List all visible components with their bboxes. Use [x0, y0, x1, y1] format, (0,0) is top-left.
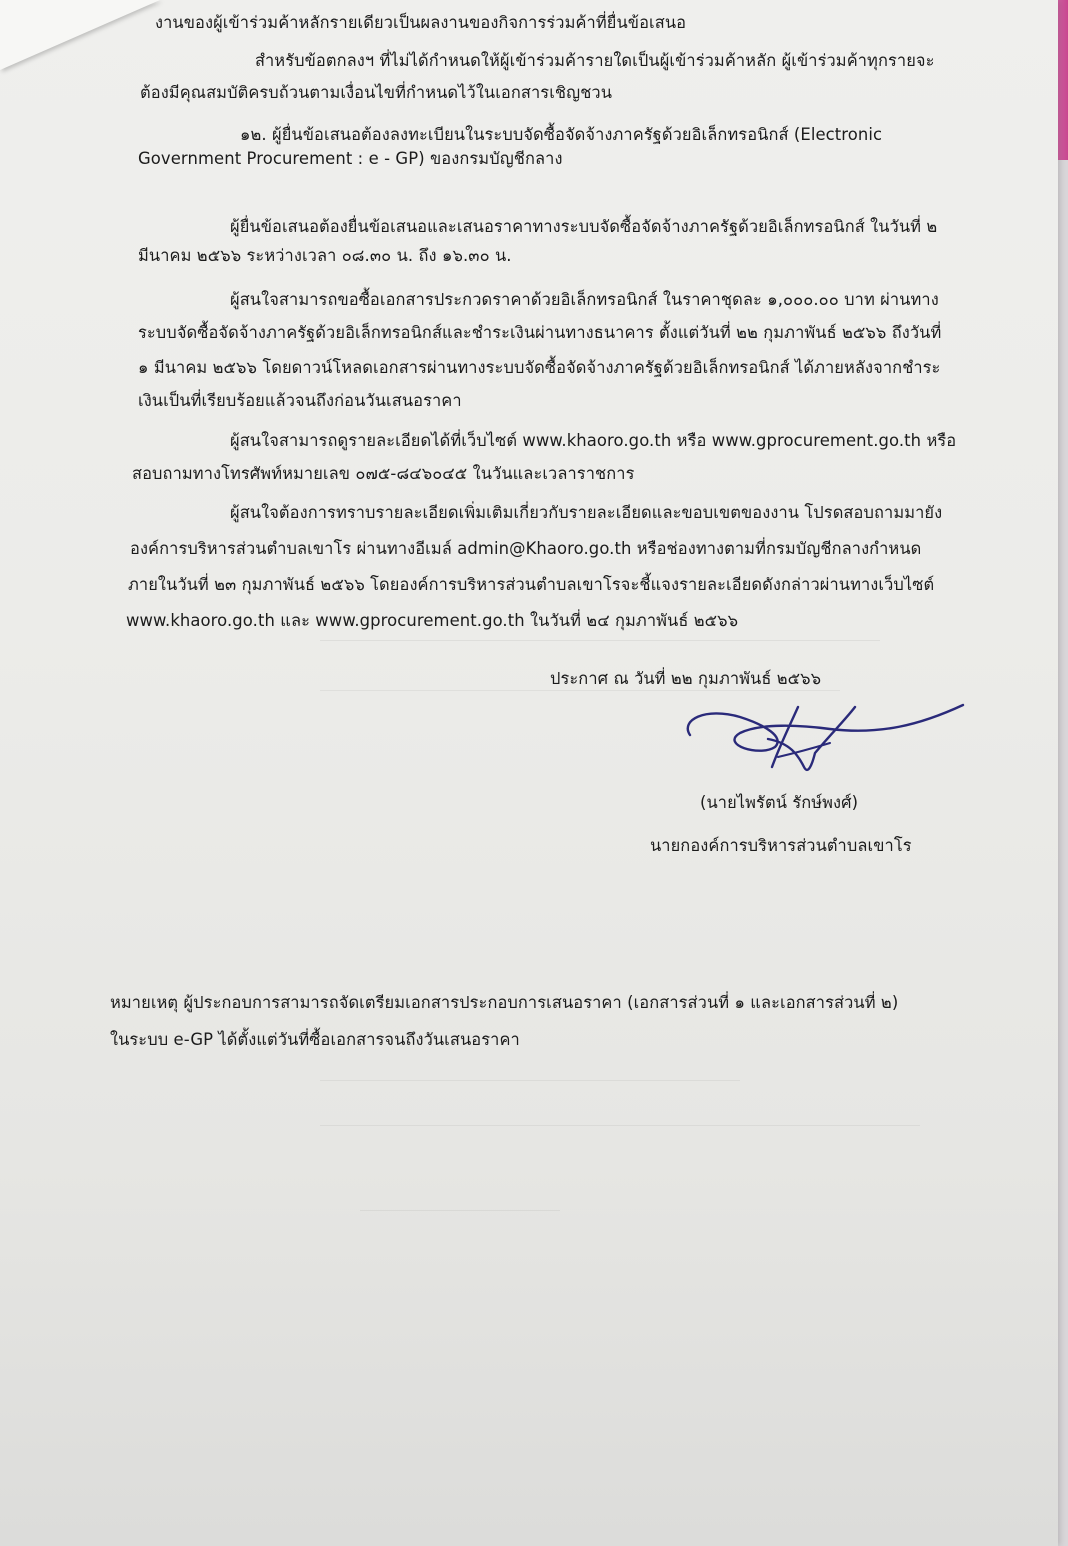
signature — [680, 695, 970, 785]
paragraph-line: สำหรับข้อตกลงฯ ที่ไม่ได้กำหนดให้ผู้เข้าร่วมค้ารายใดเป็นผู้เข้าร่วมค้าหลัก ผู้เข้าร่วมค้าทุกรายจะ — [255, 51, 935, 70]
paragraph-line: Government Procurement : e - GP) ของกรมบัญชีกลาง — [138, 149, 563, 168]
submission-time-line: มีนาคม ๒๕๖๖ ระหว่างเวลา ๐๘.๓๐ น. ถึง ๑๖.๓๐ น. — [138, 246, 512, 265]
paragraph-line: ๑ มีนาคม ๒๕๖๖ โดยดาวน์โหลดเอกสารผ่านทางระบบจัดซื้อจัดจ้างภาครัฐด้วยอิเล็กทรอนิกส์ ได้ภายหลังจากชำระ — [138, 358, 941, 377]
announcement-date: ประกาศ ณ วันที่ ๒๒ กุมภาพันธ์ ๒๕๖๖ — [550, 669, 822, 688]
signatory-name: (นายไพรัตน์ รักษ์พงศ์) — [700, 793, 859, 812]
show-through-mark — [320, 1125, 920, 1126]
paragraph-line: งานของผู้เข้าร่วมค้าหลักรายเดียวเป็นผลงานของกิจการร่วมค้าที่ยื่นข้อเสนอ — [155, 13, 687, 32]
signatory-title: นายกองค์การบริหารส่วนตำบลเขาโร — [650, 836, 912, 855]
show-through-mark — [320, 1080, 740, 1081]
folded-corner — [0, 0, 160, 70]
paragraph-line: ระบบจัดซื้อจัดจ้างภาครัฐด้วยอิเล็กทรอนิกส์และชำระเงินผ่านทางธนาคาร ตั้งแต่วันที่ ๒๒ กุมภาพันธ์ ๒๕๖๖ ถึงวันที่ — [138, 323, 942, 342]
paragraph-line: เงินเป็นที่เรียบร้อยแล้วจนถึงก่อนวันเสนอราคา — [138, 391, 462, 410]
phone-info-line: สอบถามทางโทรศัพท์หมายเลข ๐๗๕-๘๔๖๐๔๕ ในวันและเวลาราชการ — [132, 464, 635, 483]
show-through-mark — [320, 640, 880, 641]
clause-12-line: ๑๒. ผู้ยื่นข้อเสนอต้องลงทะเบียนในระบบจัดซื้อจัดจ้างภาครัฐด้วยอิเล็กทรอนิกส์ (Electronic — [240, 125, 883, 144]
remark-line-2: ในระบบ e-GP ได้ตั้งแต่วันที่ซื้อเอกสารจนถึงวันเสนอราคา — [110, 1030, 520, 1049]
paragraph-line: ต้องมีคุณสมบัติครบถ้วนตามเงื่อนไขที่กำหนดไว้ในเอกสารเชิญชวน — [140, 83, 613, 102]
purchase-document-line: ผู้สนใจสามารถขอซื้อเอกสารประกวดราคาด้วยอิเล็กทรอนิกส์ ในราคาชุดละ ๑,๐๐๐.๐๐ บาท ผ่านทาง — [230, 290, 939, 309]
submission-date-line: ผู้ยื่นข้อเสนอต้องยื่นข้อเสนอและเสนอราคาทางระบบจัดซื้อจัดจ้างภาครัฐด้วยอิเล็กทรอนิกส์ ในวันที่ ๒ — [230, 217, 938, 236]
email-info-line: องค์การบริหารส่วนตำบลเขาโร ผ่านทางอีเมล์ admin@Khaoro.go.th หรือช่องทางตามที่กรมบัญชีกลางกำหนด — [130, 539, 922, 558]
remark-line: หมายเหตุ ผู้ประกอบการสามารถจัดเตรียมเอกสารประกอบการเสนอราคา (เอกสารส่วนที่ ๑ และเอกสารส่วนที่ ๒) — [110, 993, 899, 1012]
show-through-mark — [360, 1210, 560, 1211]
inquiry-line: ผู้สนใจต้องการทราบรายละเอียดเพิ่มเติมเกี่ยวกับรายละเอียดและขอบเขตของงาน โปรดสอบถามมายัง — [230, 503, 943, 522]
paragraph-line: ภายในวันที่ ๒๓ กุมภาพันธ์ ๒๕๖๖ โดยองค์การบริหารส่วนตำบลเขาโรจะชี้แจงรายละเอียดดังกล่าวผ่านทางเว็บไซต์ — [128, 575, 935, 594]
website-info-line: ผู้สนใจสามารถดูรายละเอียดได้ที่เว็บไซต์ www.khaoro.go.th หรือ www.gprocurement.go.th หรือ — [230, 431, 957, 450]
paragraph-line: www.khaoro.go.th และ www.gprocurement.go.th ในวันที่ ๒๔ กุมภาพันธ์ ๒๕๖๖ — [126, 611, 739, 630]
